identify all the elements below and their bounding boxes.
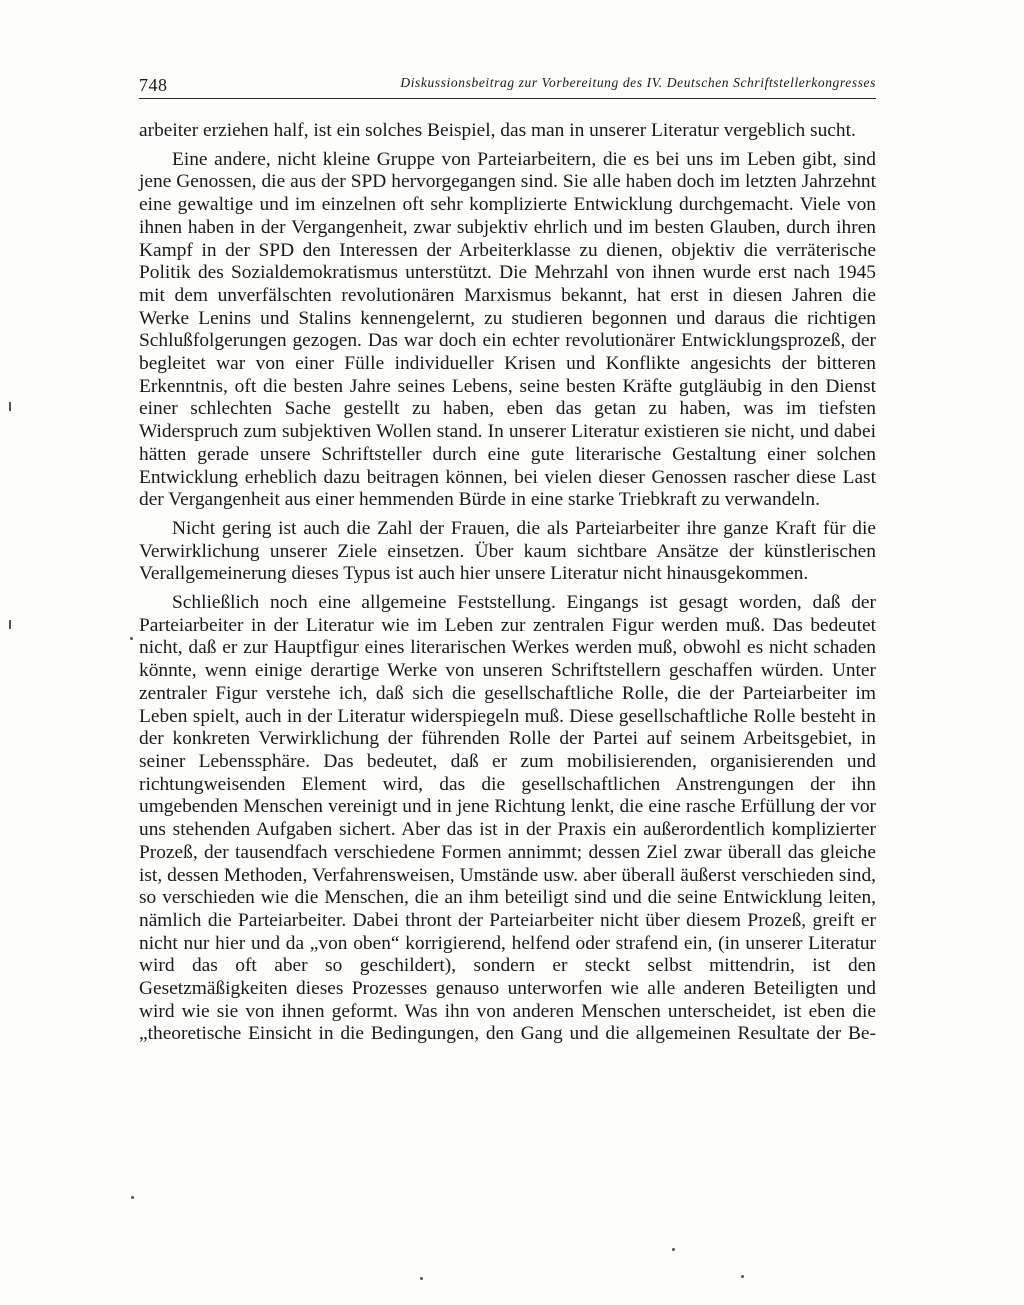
scan-speck: [672, 1248, 675, 1251]
running-head: [139, 70, 876, 99]
paragraph-spd-comrades: Eine andere, nicht kleine Gruppe von Parteiarbeitern, die es bei uns im Leben gibt, sind jene Genossen, die aus der SPD hervorgegangen sind. Sie alle haben doch im letzten Jahrzehnt eine gewaltige und im einzelnen oft sehr komplizierte Entwicklung durchgemacht. Viele von ihnen haben in der Vergangenheit, zwar subjektiv ehrlich und im besten Glauben, durch ihren Kampf in der SPD den Interessen der Arbeiterklasse zu dienen, objektiv die verräterische Politik des Sozialdemokratismus unterstützt. Die Mehrzahl von ihnen wurde erst nach 1945 mit dem unverfälschten revolutionären Marxismus bekannt, hat erst in diesen Jahren die Werke Lenins und Stalins kennengelernt, zu studieren begonnen und daraus die richtigen Schlußfolgerungen gezogen. Das war doch ein echter revolutionärer Entwicklungsprozeß, der begleitet war von einer Fülle individueller Krisen und Konflikte angesichts der bitteren Erkenntnis, oft die besten Jahre seines Lebens, seine besten Kräfte gutgläubig in den Dienst einer schlechten Sache gestellt zu haben, eben das getan zu haben, was im tiefsten Widerspruch zum subjektiven Wollen stand. In unserer Literatur existieren sie nicht, und dabei hätten gerade unsere Schriftsteller durch eine gute literarische Gestaltung einer solchen Entwicklung erheblich dazu beitragen können, bei vielen dieser Genossen rascher diese Last der Vergangenheit aus einer hemmenden Bürde in eine starke Triebkraft zu verwandeln.: [139, 148, 876, 511]
page-number: 748: [139, 75, 168, 95]
scan-speck: [420, 1277, 423, 1280]
paragraph-women: Nicht gering ist auch die Zahl der Frauen, die als Parteiarbeiter ihre ganze Kraft für die Verwirklichung unserer Ziele einsetzen. Über kaum sichtbare Ansätze der künstlerischen Verallgemeinerung dieses Typus ist auch hier unsere Literatur nicht hinausgekommen.: [139, 517, 876, 585]
scan-speck: [9, 402, 11, 411]
scan-speck: [131, 1196, 134, 1199]
paragraph-general-statement: Schließlich noch eine allgemeine Feststellung. Eingangs ist gesagt worden, daß der Parteiarbeiter in der Literatur wie im Leben zur zentralen Figur werden muß. Das bedeutet nicht, daß er zur Hauptfigur eines literarischen Werkes werden muß, obwohl es nicht schaden könnte, wenn einige derartige Werke von unseren Schriftstellern geschaffen würden. Unter zentraler Figur verstehe ich, daß sich die gesellschaftliche Rolle, die der Parteiarbeiter im Leben spielt, auch in der Literatur widerspiegeln muß. Diese gesellschaftliche Rolle besteht in der konkreten Verwirklichung der führenden Rolle der Partei auf seinem Arbeitsgebiet, in seiner Lebenssphäre. Das bedeutet, daß er zum mobilisierenden, organisierenden und richtungweisenden Element wird, das die gesellschaftlichen Anstrengungen der ihn umgebenden Menschen vereinigt und in jene Richtung lenkt, die eine rasche Erfüllung der vor uns stehenden Aufgaben sichert. Aber das ist in der Praxis ein außerordentlich komplizierter Prozeß, der tausendfach verschiedene Formen annimmt; dessen Ziel zwar überall das gleiche ist, dessen Methoden, Verfahrensweisen, Umstände usw. aber überall äußerst verschieden sind, so verschieden wie die Menschen, die an ihm beteiligt sind und die seine Entwicklung leiten, nämlich die Parteiarbeiter. Dabei thront der Parteiarbeiter nicht über diesem Prozeß, greift er nicht nur hier und da „von oben“ korrigierend, helfend oder strafend ein, (in unserer Literatur wird das oft aber so geschildert), sondern er steckt selbst mittendrin, ist den Gesetzmäßigkeiten dieses Prozesses genauso unterworfen wie alle anderen Beteiligten und wird wie sie von ihnen geformt. Was ihn von anderen Menschen unterscheidet, ist eben die „theoretische Einsicht in die Bedingungen, den Gang und die allgemeinen Resultate der Be-: [139, 592, 876, 1045]
scan-speck: [9, 620, 11, 629]
paragraph-continuation: arbeiter erziehen half, ist ein solches Beispiel, das man in unserer Literatur vergeblich sucht.: [139, 120, 856, 141]
scan-speck: [130, 637, 133, 640]
running-title: Diskussionsbeitrag zur Vorbereitung des IV. Deutschen Schriftstellerkongresses: [400, 75, 876, 90]
body-text: [139, 120, 876, 1052]
scan-speck: [741, 1275, 744, 1278]
